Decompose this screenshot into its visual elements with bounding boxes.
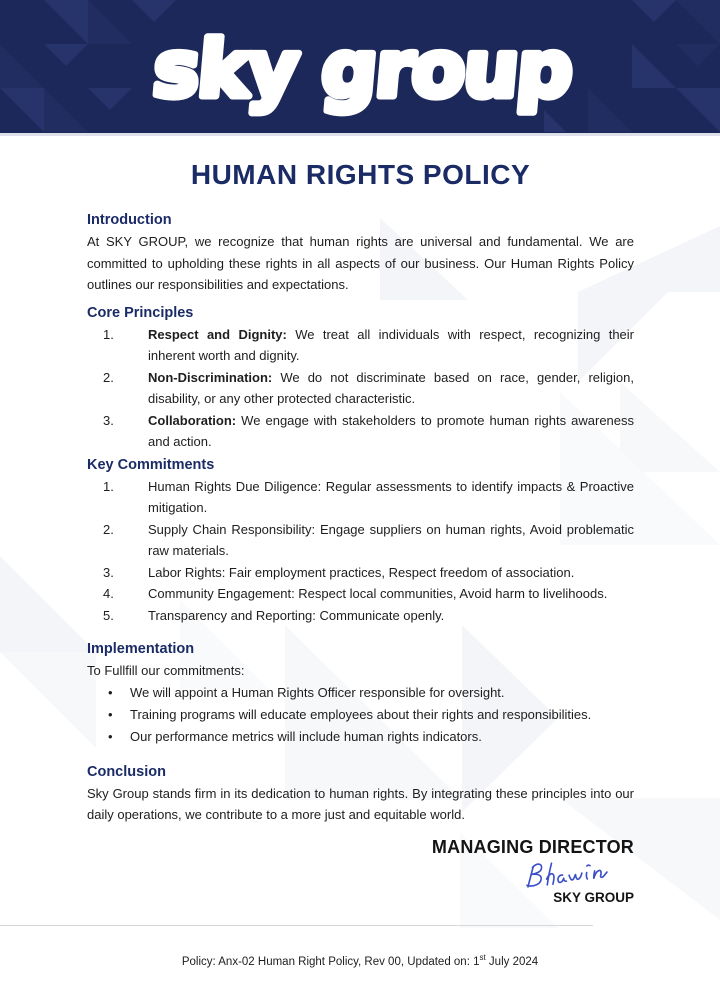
principle-text: We treat all individuals with respect, recognizing their inherent worth and dignity. (148, 326, 634, 363)
list-number: 3. (103, 412, 114, 428)
section-heading-introduction: Introduction (87, 212, 172, 228)
bullet-icon (108, 704, 130, 726)
principle-text: We do not discriminate based on race, gender, religion, disability, or any other protected characteristic. (148, 369, 634, 406)
commitment-text: Supply Chain Responsibility: Engage suppliers on human rights, Avoid problematic raw materials. (148, 521, 634, 558)
bullet-icon (108, 682, 130, 704)
bullet-text: We will appoint a Human Rights Officer responsible for oversight. (130, 684, 505, 700)
implementation-bullet (87, 682, 634, 704)
commitment-text: Community Engagement: Respect local communities, Avoid harm to livelihoods. (148, 586, 608, 601)
introduction-paragraph: At SKY GROUP, we recognize that human rights are universal and fundamental. We are committed to upholding these rights in all aspects of our business. Our Human Rights Policy outlines our responsibilities and expectations. (87, 234, 634, 292)
list-number: 1. (103, 478, 114, 494)
principle-text: We engage with stakeholders to promote human rights awareness and action. (148, 412, 635, 449)
section-heading-conclusion: Conclusion (87, 763, 166, 780)
commitment-item (87, 519, 634, 562)
commitment-item (87, 605, 634, 627)
footer-divider (0, 925, 593, 926)
footer-superscript: st (479, 953, 486, 962)
header-banner (0, 0, 720, 136)
section-heading-implementation: Implementation (87, 641, 195, 657)
signature-company-name: SKY GROUP (553, 889, 634, 905)
conclusion-paragraph: Sky Group stands firm in its dedication to human rights. By integrating these principles into our daily operations, we contribute to a more just and equitable world. (87, 785, 634, 822)
commitment-item (87, 562, 634, 584)
list-number: 1. (103, 326, 114, 342)
handwritten-signature (512, 857, 634, 891)
footer-text-suffix: July 2024 (485, 955, 539, 968)
commitment-text: Labor Rights: Fair employment practices, Respect freedom of association. (148, 564, 575, 580)
implementation-bullet (87, 704, 634, 726)
list-number: 5. (103, 607, 114, 623)
commitment-item (87, 583, 634, 605)
commitment-text: Transparency and Reporting: Communicate openly. (148, 607, 445, 623)
principle-lead: Respect and Dignity: (148, 326, 296, 342)
principle-lead: Non-Discrimination: (148, 369, 281, 385)
signature-block (87, 836, 634, 906)
list-number: 2. (103, 521, 114, 537)
list-number: 4. (103, 586, 114, 601)
section-heading-core-principles: Core Principles (87, 304, 194, 321)
bullet-text: Our performance metrics will include human rights indicators. (130, 728, 482, 744)
bullet-text: Training programs will educate employees about their rights and responsibilities. (130, 706, 592, 722)
section-heading-key-commitments: Key Commitments (87, 456, 215, 473)
commitment-text: Human Rights Due Diligence: Regular assessments to identify impacts & Proactive mitigation. (148, 478, 634, 515)
company-logo (150, 24, 575, 115)
implementation-intro: To Fullfill our commitments: (87, 663, 245, 678)
list-number: 2. (103, 369, 114, 385)
core-principle-item (87, 324, 634, 367)
list-number: 3. (103, 564, 114, 580)
logo-text: sky group (149, 24, 575, 115)
page-title: HUMAN RIGHTS POLICY (190, 159, 531, 190)
principle-lead: Collaboration: (148, 412, 242, 428)
commitment-item (87, 476, 634, 519)
core-principle-item (87, 410, 634, 453)
document-body (0, 160, 720, 906)
core-principle-item (87, 367, 634, 410)
footer-text-prefix: Policy: Anx-02 Human Right Policy, Rev 00, Updated on: 1 (181, 955, 480, 968)
implementation-bullet (87, 726, 634, 748)
managing-director-label: MANAGING DIRECTOR (431, 836, 634, 857)
footer-policy-reference (0, 953, 720, 968)
bullet-icon (108, 726, 130, 748)
